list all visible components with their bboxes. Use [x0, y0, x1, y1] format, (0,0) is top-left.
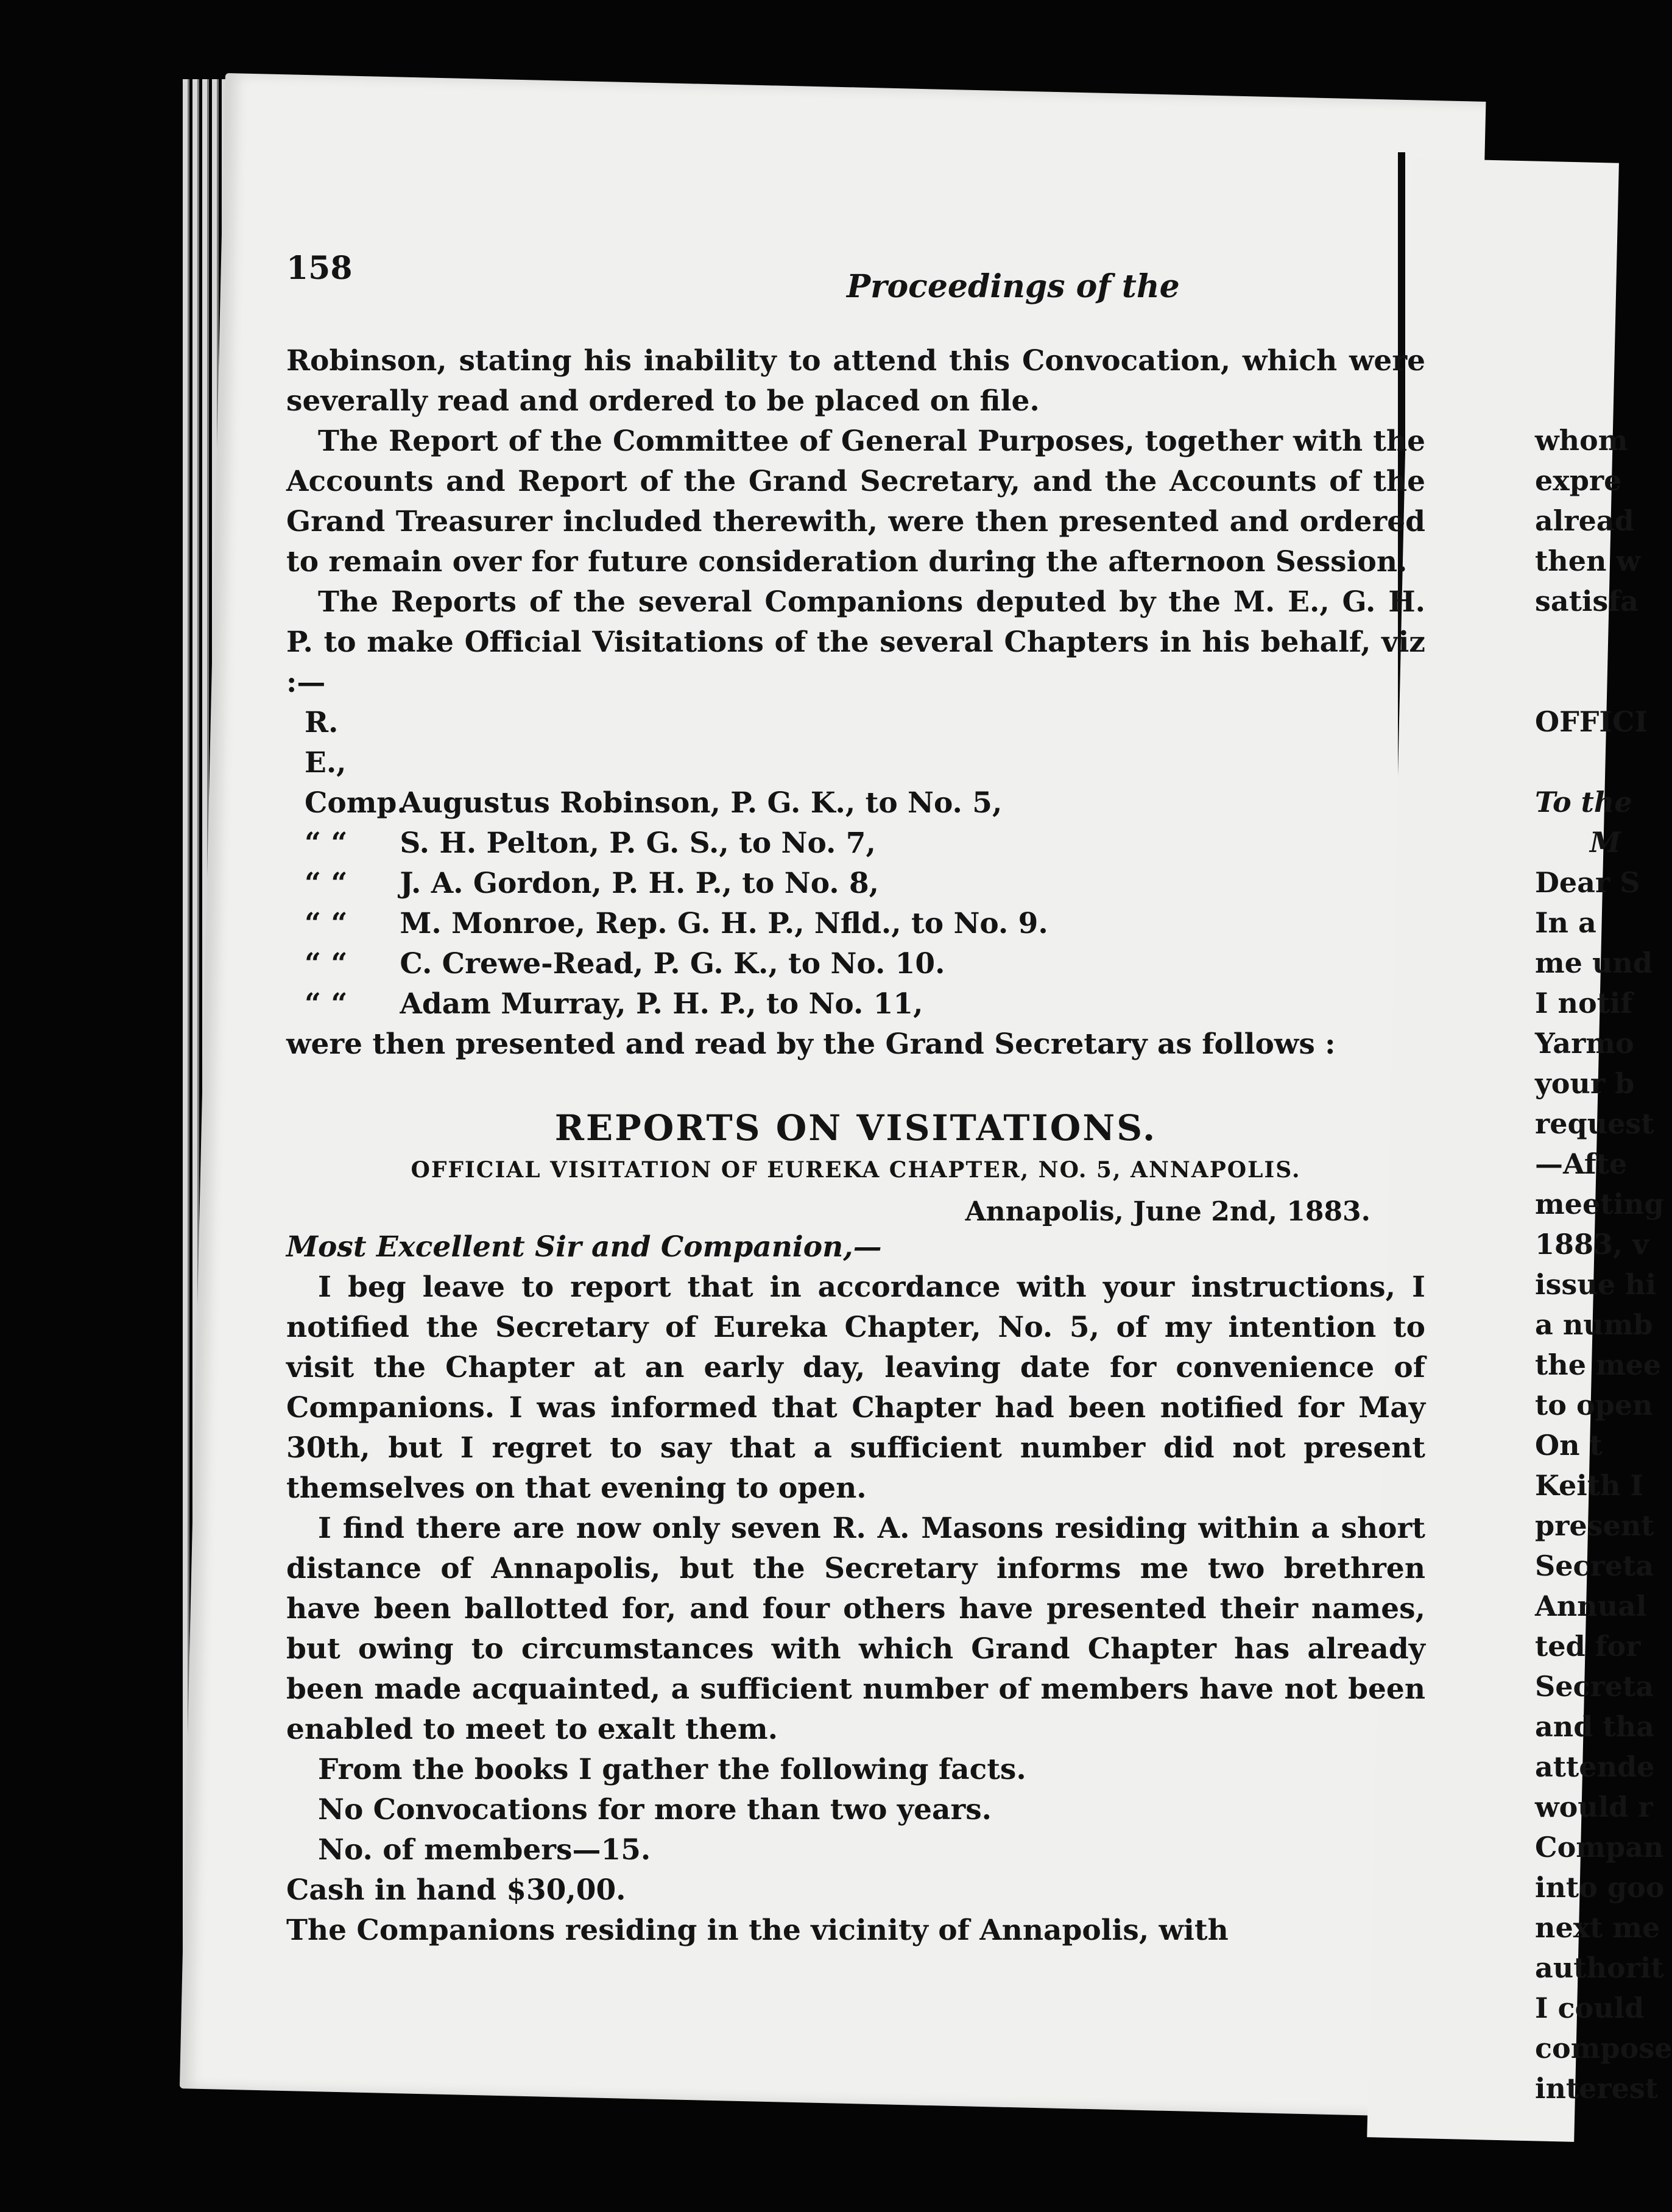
- report-paragraph-1: I beg leave to report that in accordance with your instructions, I notified the Secretary of Eureka Chapter, No. 5, of my intention to visit the Chapter at an early day, leaving date for convenience of Companions. I was informed that Chapter had been notified for May 30th, but I regret to say that a sufficient number did not present themselves on that evening to open.: [286, 1270, 1425, 1505]
- right-line: 1883, v: [1535, 1228, 1649, 1261]
- right-line: to open: [1535, 1389, 1653, 1421]
- right-line: Compan: [1535, 1831, 1664, 1864]
- facts-intro: From the books I gather the following facts.: [318, 1753, 1026, 1786]
- ditto-marks: “ “: [305, 867, 348, 900]
- visitation-item: [286, 864, 1425, 904]
- right-line: your b: [1535, 1067, 1635, 1100]
- right-line: Yarmo: [1535, 1027, 1634, 1060]
- ditto-marks: “ “: [305, 826, 348, 860]
- closing-line: The Companions residing in the vicinity of Annapolis, with: [286, 1914, 1229, 1947]
- fact-line: No. of members—15.: [318, 1833, 651, 1867]
- right-line: authorit: [1535, 1951, 1664, 1984]
- visitation-text: S. H. Pelton, P. G. S., to No. 7,: [400, 826, 876, 860]
- visitation-item: [286, 984, 1425, 1024]
- intro-paragraph-2: The Report of the Committee of General Purposes, together with the Accounts and Report of the Grand Secretary, and the Accounts of the Grand Treasurer included therewith, were then presented and ordered to remain over for future consideration during the afternoon Session.: [286, 424, 1425, 579]
- ditto-marks: “ “: [305, 907, 348, 940]
- right-line: In a: [1535, 906, 1596, 939]
- right-line: expre: [1535, 464, 1622, 497]
- ditto-marks: “ “: [305, 947, 348, 981]
- fact-line: No Convocations for more than two years.: [318, 1793, 992, 1826]
- dateline: Annapolis, June 2nd, 1883.: [965, 1196, 1370, 1227]
- right-line: a numb: [1535, 1308, 1653, 1341]
- right-line: whom: [1535, 424, 1628, 457]
- visitation-subheading: OFFICIAL VISITATION OF EUREKA CHAPTER, NO. 5, ANNAPOLIS.: [411, 1157, 1301, 1183]
- visitation-text: J. A. Gordon, P. H. P., to No. 8,: [400, 867, 880, 900]
- right-line: present: [1535, 1509, 1654, 1542]
- right-line: Keith I: [1535, 1469, 1643, 1502]
- ditto-marks: “ “: [305, 987, 348, 1021]
- visitation-item: [286, 703, 1425, 823]
- intro-paragraph-1: Robinson, stating his inability to attend this Convocation, which were severally read and ordered to be placed on file.: [286, 344, 1425, 418]
- right-line: would r: [1535, 1791, 1653, 1823]
- right-line: attende: [1535, 1750, 1655, 1783]
- right-line: into goo: [1535, 1871, 1665, 1904]
- right-line: —Afte: [1535, 1147, 1628, 1180]
- right-line: and tha: [1535, 1710, 1654, 1743]
- left-page-text: [286, 250, 1425, 1951]
- visitation-item: [286, 823, 1425, 864]
- right-line: [1535, 621, 1657, 661]
- visitation-text: Augustus Robinson, P. G. K., to No. 5,: [400, 786, 1003, 820]
- right-line: Dear S: [1535, 866, 1640, 899]
- right-line: request: [1535, 1107, 1654, 1140]
- right-line: Secreta: [1535, 1670, 1654, 1703]
- right-line: then w: [1535, 544, 1641, 577]
- page-header: [286, 250, 1425, 341]
- right-line: compose: [1535, 2032, 1672, 2065]
- report-paragraph-2: I find there are now only seven R. A. Masons residing within a short distance of Annapolis, but the Secretary informs me two brethren have been ballotted for, and four others have presented their names, but owing to circumstances with which Grand Chapter has already been made acquainted, a sufficient number of members have not been enabled to meet to exalt them.: [286, 1512, 1425, 1746]
- right-line: interest: [1535, 2072, 1659, 2105]
- visitation-text: C. Crewe-Read, P. G. K., to No. 10.: [400, 947, 945, 981]
- section-heading: REPORTS ON VISITATIONS.: [554, 1107, 1157, 1149]
- right-line: OFFICI: [1535, 705, 1648, 738]
- page-number: 158: [286, 250, 353, 287]
- after-list-text: were then presented and read by the Grand Secretary as follows :: [286, 1027, 1336, 1061]
- right-line: On t: [1535, 1429, 1603, 1462]
- right-line: alread: [1535, 504, 1634, 537]
- right-line: I could: [1535, 1992, 1645, 2024]
- right-line: ted for: [1535, 1630, 1641, 1663]
- right-line: next me: [1535, 1911, 1660, 1944]
- right-line: me und: [1535, 946, 1653, 979]
- salutation: Most Excellent Sir and Companion,—: [286, 1230, 882, 1264]
- running-head: Proceedings of the: [847, 268, 1180, 305]
- visitation-item: [286, 904, 1425, 944]
- right-line: [1535, 661, 1657, 702]
- right-line: meeting: [1535, 1188, 1664, 1220]
- visitation-item: [286, 944, 1425, 984]
- right-line: To the: [1535, 786, 1632, 819]
- right-line: [1535, 742, 1657, 782]
- right-line: issue hi: [1535, 1268, 1656, 1301]
- fact-line: Cash in hand $30,00.: [286, 1873, 626, 1907]
- right-line: M: [1590, 826, 1621, 859]
- visitation-text: Adam Murray, P. H. P., to No. 11,: [400, 987, 923, 1021]
- intro-paragraph-3: The Reports of the several Companions deputed by the M. E., G. H. P. to make Official Visitations of the several Chapters in his behalf, viz :—: [286, 585, 1425, 699]
- right-line: Annual: [1535, 1590, 1647, 1622]
- visitation-text: M. Monroe, Rep. G. H. P., Nfld., to No. 9.: [400, 907, 1048, 940]
- right-line: I notif: [1535, 987, 1633, 1020]
- visitation-list: [286, 703, 1425, 1024]
- visitation-prefix: R. E., Comp.: [305, 706, 407, 820]
- right-page-text: [1535, 420, 1672, 2108]
- right-line: satisfa: [1535, 585, 1638, 618]
- right-line: Secreta: [1535, 1549, 1654, 1582]
- right-line: the mee: [1535, 1348, 1662, 1381]
